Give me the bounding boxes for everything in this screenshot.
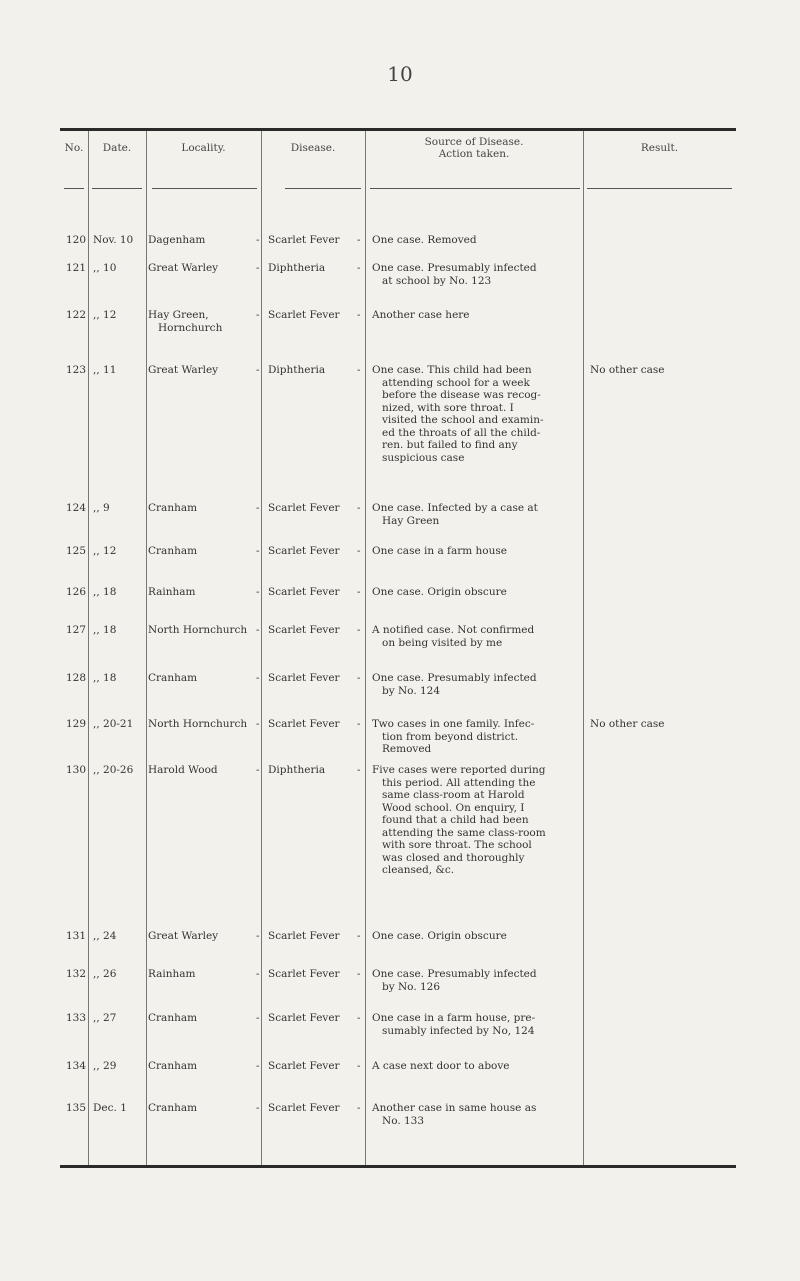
leader-dash: - [357, 309, 361, 321]
column-divider [88, 131, 89, 1165]
row-locality: Great Warley [148, 364, 219, 376]
row-number: 127 [65, 624, 87, 636]
row-date: ,, 9 [93, 502, 110, 514]
header-underline [64, 188, 84, 189]
row-source: Five cases were reported during this period. All attending the same class-room at Harold Wood school. On enquiry, I found that a child had been attending the same class-room with sore throat. The school was closed and thoroughly cleansed, &c. [372, 764, 546, 876]
row-source: One case in a farm house [372, 545, 507, 557]
leader-dash: - [256, 262, 260, 274]
leader-dash: - [256, 1102, 260, 1114]
row-date: ,, 10 [93, 262, 117, 274]
leader-dash: - [357, 968, 361, 980]
leader-dash: - [256, 930, 260, 942]
column-divider [365, 131, 366, 1165]
leader-dash: - [357, 624, 361, 636]
row-source: One case. Origin obscure [372, 586, 507, 598]
row-disease: Scarlet Fever [268, 718, 340, 730]
row-number: 131 [65, 930, 87, 942]
row-disease: Scarlet Fever [268, 624, 340, 636]
row-disease: Scarlet Fever [268, 545, 340, 557]
leader-dash: - [256, 545, 260, 557]
row-date: ,, 11 [93, 364, 117, 376]
row-disease: Scarlet Fever [268, 1012, 340, 1024]
row-source: Two cases in one family. Infec- tion from beyond district. Removed [372, 718, 535, 755]
row-number: 126 [65, 586, 87, 598]
row-source: A notified case. Not confirmed on being visited by me [372, 624, 535, 649]
row-result: No other case [590, 364, 665, 376]
row-disease: Scarlet Fever [268, 234, 340, 246]
row-source: One case. Infected by a case at Hay Green [372, 502, 538, 527]
row-number: 129 [65, 718, 87, 730]
row-locality: Cranham [148, 1102, 198, 1114]
header-source: Source of Disease. Action taken. [424, 136, 524, 160]
row-date: ,, 18 [93, 586, 117, 598]
row-source: One case. Origin obscure [372, 930, 507, 942]
row-number: 125 [65, 545, 87, 557]
row-locality: Rainham [148, 968, 196, 980]
row-source: One case. Presumably infected by No. 126 [372, 968, 537, 993]
row-date: Dec. 1 [93, 1102, 127, 1114]
row-disease: Scarlet Fever [268, 1060, 340, 1072]
row-locality: North Hornchurch [148, 624, 248, 636]
row-locality: Rainham [148, 586, 196, 598]
row-source: One case in a farm house, pre- sumably infected by No, 124 [372, 1012, 536, 1037]
leader-dash: - [256, 1012, 260, 1024]
row-locality: Cranham [148, 1012, 198, 1024]
leader-dash: - [256, 234, 260, 246]
table-bottom-rule [60, 1165, 736, 1168]
row-locality: Dagenham [148, 234, 206, 246]
row-number: 120 [65, 234, 87, 246]
row-source: One case. Removed [372, 234, 477, 246]
leader-dash: - [357, 930, 361, 942]
header-result: Result. [640, 142, 679, 154]
row-number: 133 [65, 1012, 87, 1024]
header-date: Date. [102, 142, 132, 154]
header-underline [587, 188, 732, 189]
row-date: ,, 18 [93, 624, 117, 636]
leader-dash: - [357, 586, 361, 598]
row-number: 122 [65, 309, 87, 321]
page-number: 10 [387, 62, 413, 86]
leader-dash: - [357, 764, 361, 776]
row-source: Another case in same house as No. 133 [372, 1102, 537, 1127]
row-locality: Cranham [148, 672, 198, 684]
leader-dash: - [256, 672, 260, 684]
row-source: One case. Presumably infected at school by No. 123 [372, 262, 537, 287]
column-divider [261, 131, 262, 1165]
row-number: 130 [65, 764, 87, 776]
header-disease: Disease. [290, 142, 336, 154]
leader-dash: - [256, 968, 260, 980]
leader-dash: - [357, 234, 361, 246]
header-underline [92, 188, 142, 189]
row-date: ,, 20-26 [93, 764, 134, 776]
header-underline [285, 188, 361, 189]
leader-dash: - [357, 502, 361, 514]
row-source: One case. This child had been attending school for a week before the disease was recog- nized, with sore throat. I visited the school and examin- ed the throats of all the child- ren. but failed to find any suspicious case [372, 364, 544, 464]
row-locality: Cranham [148, 502, 198, 514]
leader-dash: - [256, 502, 260, 514]
leader-dash: - [357, 672, 361, 684]
row-disease: Scarlet Fever [268, 930, 340, 942]
row-date: Nov. 10 [93, 234, 134, 246]
leader-dash: - [256, 624, 260, 636]
row-disease: Diphtheria [268, 262, 326, 274]
row-date: ,, 27 [93, 1012, 117, 1024]
row-disease: Scarlet Fever [268, 1102, 340, 1114]
row-locality: Hay Green, Hornchurch [148, 309, 223, 334]
row-disease: Scarlet Fever [268, 586, 340, 598]
leader-dash: - [256, 718, 260, 730]
header-underline [370, 188, 580, 189]
leader-dash: - [357, 1102, 361, 1114]
row-source: A case next door to above [372, 1060, 510, 1072]
row-number: 128 [65, 672, 87, 684]
table-top-rule [60, 128, 736, 131]
row-number: 121 [65, 262, 87, 274]
leader-dash: - [256, 364, 260, 376]
row-disease: Scarlet Fever [268, 502, 340, 514]
row-disease: Scarlet Fever [268, 968, 340, 980]
row-result: No other case [590, 718, 665, 730]
row-locality: Harold Wood [148, 764, 218, 776]
leader-dash: - [357, 1012, 361, 1024]
row-locality: Cranham [148, 545, 198, 557]
row-disease: Scarlet Fever [268, 672, 340, 684]
row-number: 124 [65, 502, 87, 514]
row-locality: Great Warley [148, 262, 219, 274]
row-disease: Scarlet Fever [268, 309, 340, 321]
row-locality: North Hornchurch [148, 718, 248, 730]
row-number: 134 [65, 1060, 87, 1072]
leader-dash: - [256, 764, 260, 776]
leader-dash: - [357, 1060, 361, 1072]
row-date: ,, 18 [93, 672, 117, 684]
leader-dash: - [357, 364, 361, 376]
row-disease: Diphtheria [268, 364, 326, 376]
leader-dash: - [357, 718, 361, 730]
row-number: 123 [65, 364, 87, 376]
row-date: ,, 20-21 [93, 718, 134, 730]
row-date: ,, 12 [93, 309, 117, 321]
column-divider [146, 131, 147, 1165]
leader-dash: - [256, 586, 260, 598]
row-disease: Diphtheria [268, 764, 326, 776]
row-date: ,, 12 [93, 545, 117, 557]
row-date: ,, 26 [93, 968, 117, 980]
row-source: One case. Presumably infected by No. 124 [372, 672, 537, 697]
row-date: ,, 24 [93, 930, 117, 942]
header-no: No. [64, 142, 84, 154]
row-locality: Cranham [148, 1060, 198, 1072]
row-source: Another case here [372, 309, 470, 321]
row-number: 135 [65, 1102, 87, 1114]
disease-table [60, 128, 736, 1168]
leader-dash: - [256, 309, 260, 321]
leader-dash: - [256, 1060, 260, 1072]
row-number: 132 [65, 968, 87, 980]
header-locality: Locality. [181, 142, 226, 154]
row-date: ,, 29 [93, 1060, 117, 1072]
leader-dash: - [357, 545, 361, 557]
leader-dash: - [357, 262, 361, 274]
row-locality: Great Warley [148, 930, 219, 942]
header-underline [152, 188, 257, 189]
